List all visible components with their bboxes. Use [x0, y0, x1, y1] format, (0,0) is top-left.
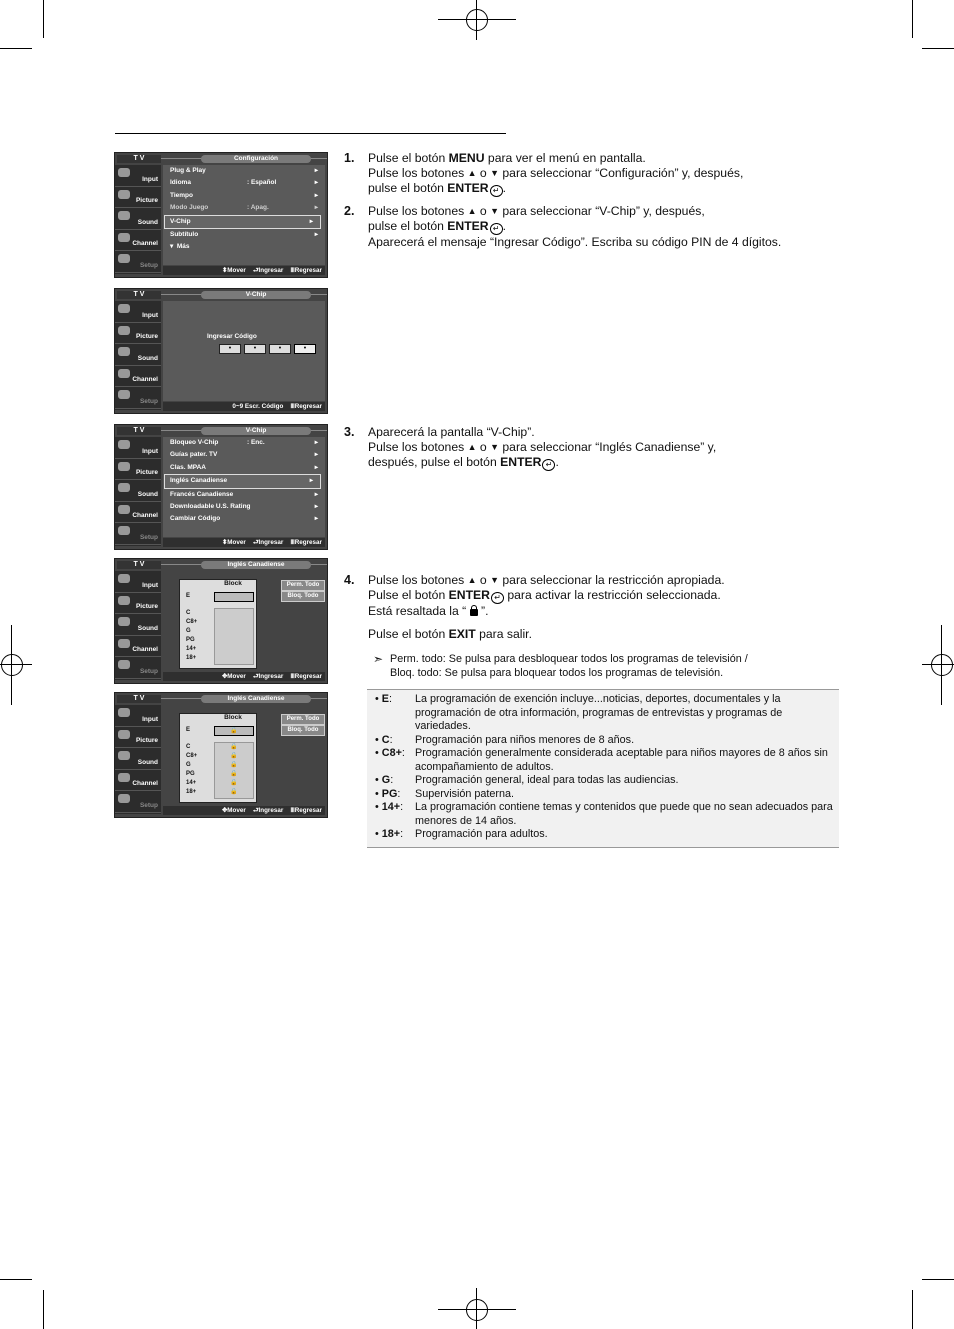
- down-arrow-icon: ▼: [490, 575, 500, 585]
- rating-cells[interactable]: [214, 608, 254, 665]
- move-icon: ⬍: [221, 539, 228, 546]
- sidebar-item-picture[interactable]: Picture: [115, 323, 161, 345]
- registration-mark: [476, 1288, 477, 1329]
- footer-enter: ⮐Ingresar: [252, 673, 284, 680]
- sidebar-item-input[interactable]: Input: [115, 165, 161, 187]
- rating-label: PG: [186, 771, 195, 777]
- registration-mark: [466, 1299, 488, 1321]
- arrow-right-icon: ▸: [314, 515, 318, 523]
- sidebar-item-sound[interactable]: Sound: [115, 614, 161, 636]
- menu-item-modo-juego[interactable]: Modo Juego : Apag. ▸: [163, 202, 325, 214]
- sidebar: [115, 301, 161, 410]
- sound-icon: [118, 347, 130, 356]
- definition-item: • C8+: Programación generalmente considerada aceptable para niños mayores de 8 años sin acompañamiento de adultos.: [375, 747, 828, 773]
- arrow-right-icon: ▸: [314, 230, 318, 238]
- down-arrow-icon: ▼: [490, 168, 500, 178]
- sound-icon: [118, 617, 130, 626]
- channel-icon: [118, 773, 130, 782]
- footer-move: ✥Mover: [221, 673, 246, 680]
- rating-label: 18+: [186, 789, 197, 795]
- footer-bar: [163, 402, 325, 411]
- step-4: 4. Pulse los botones ▲ o ▼ para seleccionar la restricción apropiada. Pulse el botón ENTER ↵ para activar la restricción seleccionada. Está resaltada la “ ”. Pulse el botón EXIT para salir.: [344, 573, 725, 641]
- sidebar-item-setup[interactable]: Setup: [115, 387, 161, 409]
- enter-icon: ↵: [542, 459, 555, 471]
- registration-mark: [476, 0, 477, 40]
- definition-item: • PG: Supervisión paterna.: [375, 787, 515, 800]
- registration-mark: [941, 625, 942, 705]
- code-digit[interactable]: •: [294, 344, 316, 354]
- channel-icon: [118, 639, 130, 648]
- note-line: Perm. todo: Se pulsa para desbloquear todos los programas de televisión /: [390, 653, 748, 665]
- sidebar-item-input[interactable]: Input: [115, 705, 161, 727]
- arrow-right-icon: ▸: [314, 439, 318, 446]
- bloq-todo-button[interactable]: Bloq. Todo: [281, 725, 325, 736]
- tv-label: T V: [117, 291, 161, 299]
- picture-icon: [118, 596, 130, 605]
- screen-title: Configuración: [201, 155, 311, 163]
- definition-item: • 18+: Programación para adultos.: [375, 828, 548, 840]
- sidebar-item-channel[interactable]: Channel: [115, 230, 161, 252]
- crop-mark: [912, 0, 913, 38]
- return-icon: Ⅲ: [290, 403, 295, 410]
- enter-icon: ↵: [491, 592, 504, 604]
- footer-bar: [163, 266, 325, 275]
- menu-panel: [163, 437, 325, 537]
- arrow-right-icon: ▸: [314, 167, 318, 174]
- screen-title: Inglés Canadiense: [201, 695, 311, 703]
- footer-back: ⅢRegresar: [290, 539, 322, 546]
- code-digit[interactable]: •: [244, 344, 266, 354]
- note-line: Bloq. todo: Se pulsa para bloquear todos los programas de televisión.: [390, 667, 724, 679]
- rating-grid: [179, 713, 257, 803]
- move-icon: ✥: [221, 807, 228, 814]
- menu-item-idioma[interactable]: Idioma : Español ▸: [163, 177, 325, 189]
- step-number: 2.: [344, 204, 355, 218]
- rating-cells-locked[interactable]: 🔒 🔒 🔒 🔒 🔒 🔒: [214, 742, 254, 799]
- step-3: 3. Aparecerá la pantalla “V-Chip”. Pulse los botones ▲ o ▼ para seleccionar “Inglés Canadiense” y, después, pulse el botón ENTER ↵ .: [344, 425, 717, 469]
- footer-enter: ⮐Ingresar: [252, 807, 284, 814]
- rating-label: E: [186, 593, 191, 599]
- up-arrow-icon: ▲: [467, 575, 477, 585]
- registration-mark: [0, 664, 32, 665]
- input-icon: [118, 440, 130, 449]
- rating-label: 18+: [186, 655, 197, 661]
- enter-icon: ⮐: [252, 807, 259, 814]
- registration-mark: [931, 654, 953, 676]
- sidebar-item-sound[interactable]: Sound: [115, 344, 161, 366]
- menu-panel: [163, 165, 325, 265]
- up-arrow-icon: ▲: [467, 442, 477, 452]
- footer-code-entry: 0~9 Escr. Código: [232, 403, 284, 410]
- footer-move: ✥Mover: [221, 807, 246, 814]
- registration-mark: [922, 664, 954, 665]
- rating-label: G: [186, 762, 191, 768]
- enter-icon: ↵: [490, 185, 503, 197]
- lock-icon: [470, 609, 478, 616]
- menu-item-plug-play[interactable]: Plug & Play ▸: [163, 165, 325, 177]
- sidebar-item-channel[interactable]: Channel: [115, 502, 161, 524]
- osd-screen-ingles-canadiense: [114, 558, 328, 684]
- down-arrow-icon: ▼: [490, 206, 500, 216]
- arrow-right-icon: ▸: [314, 490, 318, 498]
- sidebar: [115, 571, 161, 680]
- arrow-right-icon: ▸: [309, 217, 313, 225]
- enter-icon: ⮐: [252, 539, 259, 546]
- channel-icon: [118, 369, 130, 378]
- setup-icon: [118, 794, 130, 803]
- footer-move: ⬍Mover: [221, 267, 246, 274]
- rating-label: 14+: [186, 780, 197, 786]
- rating-label: PG: [186, 637, 195, 643]
- menu-item-bloqueo-v-chip[interactable]: Bloqueo V-Chip : Enc. ▸: [163, 437, 325, 449]
- enter-icon: ⮐: [252, 673, 259, 680]
- up-arrow-icon: ▲: [467, 206, 477, 216]
- step-2: 2. Pulse los botones ▲ o ▼ para seleccionar “V-Chip” y, después, pulse el botón ENTER ↵ . Aparecerá el mensaje “Ingresar Código”. Escriba su código PIN de 4 dígitos.: [344, 204, 782, 249]
- osd-screen-configuracion: [114, 152, 328, 278]
- tv-label: T V: [117, 427, 161, 435]
- menu-item-frances-canadiense[interactable]: Francés Canadiense ▸: [163, 489, 325, 501]
- sidebar-item-picture[interactable]: Picture: [115, 593, 161, 615]
- sidebar-item-picture[interactable]: Picture: [115, 187, 161, 209]
- setup-icon: [118, 660, 130, 669]
- input-icon: [118, 708, 130, 717]
- sidebar: [115, 165, 161, 274]
- rating-cell-e[interactable]: [214, 726, 254, 736]
- arrow-right-icon: ▸: [314, 204, 318, 212]
- rating-definitions: [367, 689, 839, 848]
- crop-mark: [43, 1290, 44, 1329]
- rating-label: E: [186, 727, 191, 733]
- block-header: Block: [224, 580, 242, 587]
- picture-icon: [118, 730, 130, 739]
- footer-back: ⅢRegresar: [290, 807, 322, 814]
- channel-icon: [118, 505, 130, 514]
- definition-item: • C: Programación para niños menores de 8 años.: [375, 733, 635, 746]
- tv-label: T V: [117, 695, 161, 703]
- step-number: 4.: [344, 573, 355, 587]
- menu-item-downloadable-us-rating[interactable]: Downloadable U.S. Rating ▸: [163, 501, 325, 513]
- registration-mark: [438, 1309, 516, 1310]
- menu-item-cambiar-codigo[interactable]: Cambiar Código ▸: [163, 513, 325, 525]
- definition-item: • G: Programación general, ideal para todas las audiencias.: [375, 774, 679, 786]
- code-prompt: Ingresar Código: [207, 333, 257, 340]
- enter-icon: ⮐: [252, 267, 259, 274]
- footer-enter: ⮐Ingresar: [252, 539, 284, 546]
- input-icon: [118, 574, 130, 583]
- setup-icon: [118, 526, 130, 535]
- osd-screen-ingles-canadiense-locked: [114, 692, 328, 818]
- rating-label: C8+: [186, 753, 198, 759]
- arrow-right-icon: ▸: [314, 463, 318, 471]
- rating-label: 14+: [186, 646, 197, 652]
- up-arrow-icon: ▲: [467, 168, 477, 178]
- return-icon: Ⅲ: [290, 539, 295, 546]
- sidebar-item-picture[interactable]: Picture: [115, 459, 161, 481]
- step-number: 1.: [344, 151, 355, 165]
- crop-mark: [922, 1279, 954, 1280]
- step-1: 1. Pulse el botón MENU para ver el menú en pantalla. Pulse los botones ▲ o ▼ para seleccionar “Configuración” y, después, pulse el botón ENTER ↵ .: [344, 151, 744, 195]
- arrow-right-icon: ▸: [309, 477, 313, 485]
- sidebar: [115, 705, 161, 814]
- registration-mark: [438, 19, 516, 20]
- sidebar-item-input[interactable]: Input: [115, 301, 161, 323]
- input-icon: [118, 304, 130, 313]
- return-icon: Ⅲ: [290, 673, 295, 680]
- move-icon: ✥: [221, 673, 228, 680]
- rating-cell-e[interactable]: [214, 592, 254, 602]
- step-number: 3.: [344, 425, 355, 439]
- sidebar-item-setup[interactable]: Setup: [115, 251, 161, 273]
- input-icon: [118, 168, 130, 177]
- sidebar-item-setup[interactable]: Setup: [115, 791, 161, 813]
- menu-item-clas-mpaa[interactable]: Clas. MPAA ▸: [163, 462, 325, 474]
- arrow-right-icon: ▸: [314, 502, 318, 510]
- picture-icon: [118, 326, 130, 335]
- rating-label: C8+: [186, 619, 198, 625]
- menu-item-subtitulo[interactable]: Subtítulo ▸: [163, 229, 325, 241]
- sound-icon: [118, 751, 130, 760]
- screen-title: V-Chip: [201, 427, 311, 435]
- rating-label: C: [186, 610, 191, 616]
- perm-todo-button[interactable]: Perm. Todo: [281, 580, 325, 591]
- sidebar-item-input[interactable]: Input: [115, 437, 161, 459]
- menu-item-mas[interactable]: ▾ Más: [170, 243, 190, 251]
- crop-mark: [0, 48, 32, 49]
- chevron-down-icon: ▾: [170, 243, 176, 251]
- channel-icon: [118, 233, 130, 242]
- rating-label: C: [186, 744, 191, 750]
- sidebar-item-sound[interactable]: Sound: [115, 480, 161, 502]
- footer-enter: ⮐Ingresar: [252, 267, 284, 274]
- crop-mark: [922, 48, 954, 49]
- footer-back: ⅢRegresar: [290, 267, 322, 274]
- footer-move: ⬍Mover: [221, 539, 246, 546]
- sidebar-item-setup[interactable]: Setup: [115, 657, 161, 679]
- sidebar-item-picture[interactable]: Picture: [115, 727, 161, 749]
- return-icon: Ⅲ: [290, 807, 295, 814]
- code-panel: [163, 301, 325, 401]
- sidebar-item-input[interactable]: Input: [115, 571, 161, 593]
- block-header: Block: [224, 714, 242, 721]
- enter-icon: ↵: [490, 223, 503, 235]
- sound-icon: [118, 483, 130, 492]
- arrow-right-icon: ▸: [314, 451, 318, 459]
- definition-item: • E: La programación de exención incluye...noticias, deportes, documentales y la programación de otra información, programas de entrevistas y programas de variedades.: [375, 693, 783, 732]
- lock-icon: 🔒: [230, 728, 238, 734]
- note: [373, 652, 843, 680]
- definition-item: • 14+: La programación contiene temas y contenidos que puede que no sean adecuados para menores de 14 años.: [375, 801, 833, 827]
- code-input[interactable]: [219, 344, 316, 354]
- menu-item-tiempo[interactable]: Tiempo ▸: [163, 190, 325, 202]
- registration-mark: [11, 625, 12, 705]
- sidebar-item-channel[interactable]: Channel: [115, 770, 161, 792]
- sidebar-item-sound[interactable]: Sound: [115, 208, 161, 230]
- registration-mark: [1, 654, 23, 676]
- sidebar-item-channel[interactable]: Channel: [115, 366, 161, 388]
- move-icon: ⬍: [221, 267, 228, 274]
- down-arrow-icon: ▼: [490, 442, 500, 452]
- crop-mark: [0, 1279, 32, 1280]
- sound-icon: [118, 211, 130, 220]
- arrow-right-icon: ▸: [314, 179, 318, 187]
- sidebar-item-setup[interactable]: Setup: [115, 523, 161, 545]
- footer-bar: [163, 672, 325, 681]
- pointer-icon: ➣: [373, 652, 384, 666]
- sidebar: [115, 437, 161, 546]
- crop-mark: [43, 0, 44, 38]
- code-digit[interactable]: •: [219, 344, 241, 354]
- menu-item-v-chip[interactable]: V-Chip ▸: [164, 215, 321, 229]
- footer-bar: [163, 806, 325, 815]
- menu-item-guias-pater-tv[interactable]: Guías pater. TV ▸: [163, 449, 325, 461]
- picture-icon: [118, 462, 130, 471]
- tv-label: T V: [117, 561, 161, 569]
- crop-mark: [912, 1290, 913, 1329]
- footer-back: ⅢRegresar: [290, 403, 322, 410]
- menu-item-ingles-canadiense[interactable]: Inglés Canadiense ▸: [164, 474, 321, 488]
- registration-mark: [466, 9, 488, 31]
- rating-grid: [179, 579, 257, 669]
- picture-icon: [118, 190, 130, 199]
- header-rule: [115, 133, 506, 134]
- footer-bar: [163, 538, 325, 547]
- footer-back: ⅢRegresar: [290, 673, 322, 680]
- return-icon: Ⅲ: [290, 267, 295, 274]
- screen-title: V-Chip: [201, 291, 311, 299]
- setup-icon: [118, 254, 130, 263]
- setup-icon: [118, 390, 130, 399]
- tv-label: T V: [117, 155, 161, 163]
- osd-screen-ingresar-codigo: [114, 288, 328, 414]
- screen-title: Inglés Canadiense: [201, 561, 311, 569]
- arrow-right-icon: ▸: [314, 191, 318, 199]
- sidebar-item-sound[interactable]: Sound: [115, 748, 161, 770]
- osd-screen-v-chip: [114, 424, 328, 550]
- bloq-todo-button[interactable]: Bloq. Todo: [281, 591, 325, 602]
- perm-todo-button[interactable]: Perm. Todo: [281, 714, 325, 725]
- code-digit[interactable]: •: [269, 344, 291, 354]
- sidebar-item-channel[interactable]: Channel: [115, 636, 161, 658]
- rating-label: G: [186, 628, 191, 634]
